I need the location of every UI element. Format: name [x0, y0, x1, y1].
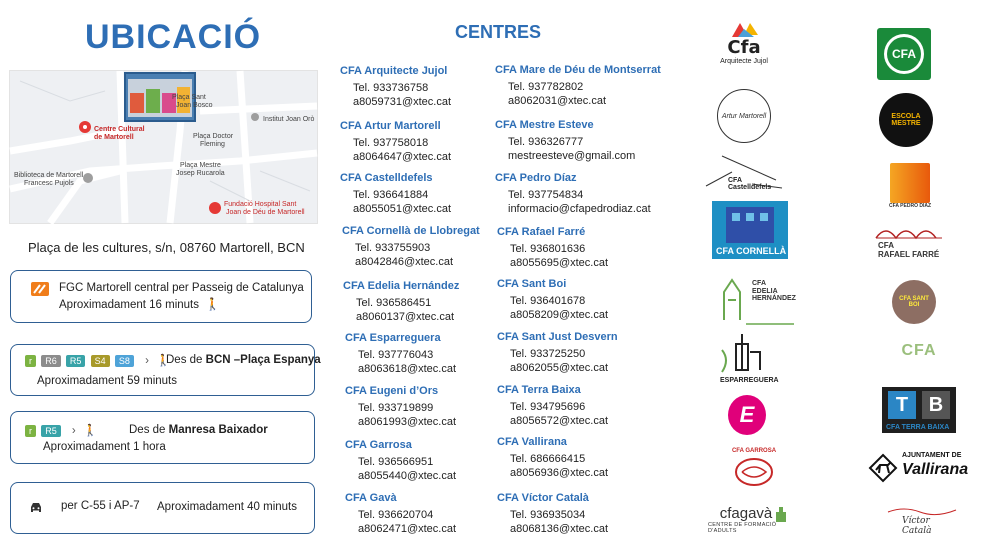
transport-manresa-origin: Des de Manresa Baixador [129, 424, 268, 436]
logo-artur-martorell: Artur Martorell [717, 89, 771, 143]
centre-garrosa: CFA Garrosa Tel. 936566951 a8055440@xtec.cat [345, 439, 457, 482]
svg-text:Fleming: Fleming [200, 141, 225, 148]
rodalies-lines [25, 353, 170, 367]
centre-esparreguera: CFA Esparreguera Tel. 937776043 a8063618@xtec.cat [345, 332, 457, 375]
line-s8: S8 [115, 355, 134, 367]
logo-castelldefels: CFA Castelldefels [702, 150, 786, 190]
logo-victor-catala: Víctor Català [884, 504, 960, 534]
logo-rafael-farre: CFA RAFAEL FARRÉ [874, 220, 944, 264]
svg-text:Joan Bosco: Joan Bosco [176, 102, 213, 109]
line-s4: S4 [91, 355, 110, 367]
centre-vallirana: CFA Vallirana Tel. 686666415 a8056936@xtec.cat [497, 436, 609, 479]
svg-text:de Martorell: de Martorell [94, 134, 134, 141]
logo-eugeni-dors: E [728, 395, 766, 435]
transport-manresa [10, 411, 315, 464]
svg-text:Josep Rucarola: Josep Rucarola [176, 170, 225, 177]
logo-cornella: CFA CORNELLÀ [712, 201, 788, 259]
line-r5: R5 [66, 355, 86, 367]
centre-arquitecte-jujol: CFA Arquitecte Jujol Tel. 933736758 a8059731@xtec.cat [340, 65, 452, 108]
svg-text:Joan de Déu de Martorell: Joan de Déu de Martorell [226, 209, 305, 216]
centre-mestre-esteve: CFA Mestre Esteve Tel. 936326777 mestreesteve@gmail.com [495, 119, 636, 162]
centre-mare-de-deu: CFA Mare de Déu de Montserrat Tel. 937782802 a8062031@xtec.cat [495, 64, 661, 107]
transport-manresa-time: Aproximadament 1 hora [43, 441, 166, 453]
logo-escola-mestre: ESCOLA MESTRE [879, 93, 933, 147]
transport-car-route: per C-55 i AP-7 [61, 500, 140, 512]
centre-cornella: CFA Cornellà de Llobregat Tel. 933755903 a8042846@xtec.cat [342, 225, 480, 268]
transport-fgc-time: Aproximadament 16 minuts [59, 299, 199, 311]
svg-text:Fundació Hospital Sant: Fundació Hospital Sant [224, 201, 297, 208]
logo-edelia-hernandez: CFA EDELIA HERNÁNDEZ [718, 270, 798, 328]
line-r6: R6 [41, 355, 61, 367]
map-label-centre: Centre Cultural [94, 126, 145, 133]
centre-gava: CFA Gavà Tel. 936620704 a8062471@xtec.cat [345, 492, 457, 535]
centre-terra-baixa: CFA Terra Baixa Tel. 934795696 a8056572@xtec.cat [497, 384, 609, 427]
centre-pedro-diaz: CFA Pedro Díaz Tel. 937754834 informacio@cfapedrodiaz.cat [495, 172, 651, 215]
centre-eugeni-dors: CFA Eugeni d’Ors Tel. 933719899 a8061993@xtec.cat [345, 385, 457, 428]
svg-text:Francesc Pujols: Francesc Pujols [24, 180, 74, 187]
rodalies-icon: r [25, 425, 36, 437]
manresa-lines [25, 423, 97, 437]
walk-icon: 🚶 [156, 355, 171, 367]
transport-fgc-route: FGC Martorell central per Passeig de Catalunya [59, 282, 304, 294]
centre-sant-boi: CFA Sant Boi Tel. 936401678 a8058209@xtec.cat [497, 278, 609, 321]
line-r5: R5 [41, 425, 61, 437]
transport-bcn-origin: Des de BCN –Plaça Espanya [166, 354, 321, 366]
fgc-icon [31, 282, 49, 296]
centre-victor-catala: CFA Víctor Català Tel. 936935034 a8068136@xtec.cat [497, 492, 609, 535]
centre-artur-martorell: CFA Artur Martorell Tel. 937758018 a8064647@xtec.cat [340, 120, 452, 163]
car-icon [29, 500, 43, 519]
centre-rafael-farre: CFA Rafael Farré Tel. 936801636 a8055695@xtec.cat [497, 226, 609, 269]
logo-esparreguera: ESPARREGUERA [720, 330, 772, 386]
svg-text:Biblioteca de Martorell: Biblioteca de Martorell [14, 172, 84, 179]
logo-gava: cfagavà CENTRE DE FORMACIÓ D'ADULTS [708, 500, 800, 538]
centre-edelia-hernandez: CFA Edelia Hernández Tel. 936586451 a8060137@xtec.cat [343, 280, 460, 323]
logo-pedro-diaz: CFA PEDRO DIAZ [888, 160, 932, 212]
logo-cfa-green: CFA [877, 28, 931, 80]
map-label-institut: Institut Joan Orò [263, 116, 315, 123]
logo-sant-boi: CFA SANT BOI [892, 280, 936, 324]
svg-text:Plaça Mestre: Plaça Mestre [180, 162, 221, 169]
centre-sant-just: CFA Sant Just Desvern Tel. 933725250 a8062055@xtec.cat [497, 331, 618, 374]
logo-sant-just: CFA [901, 342, 937, 359]
logo-vallirana: AJUNTAMENT DE Vallirana [866, 448, 972, 488]
transport-car-time: Aproximadament 40 minuts [157, 501, 297, 513]
walk-icon: 🚶 [205, 297, 220, 311]
chevron-right-icon: › [71, 425, 76, 437]
logo-terra-baixa: T B CFA TERRA BAIXA [882, 387, 956, 433]
transport-bcn-time: Aproximadament 59 minuts [37, 375, 177, 387]
centre-castelldefels: CFA Castelldefels Tel. 936641884 a8055051@xtec.cat [340, 172, 452, 215]
map-label-joan-bosco: Plaça Sant [172, 94, 206, 101]
address: Plaça de les cultures, s/n, 08760 Martorell, BCN [28, 240, 305, 255]
page-title: UBICACIÓ [85, 18, 262, 56]
transport-car [10, 482, 315, 534]
transport-bcn [10, 344, 321, 396]
svg-text:Plaça Doctor: Plaça Doctor [193, 133, 234, 140]
walk-icon: 🚶 [82, 425, 98, 437]
location-map[interactable] [9, 70, 318, 224]
map-graphic [10, 71, 317, 223]
transport-fgc [10, 270, 312, 323]
centres-heading: CENTRES [455, 22, 542, 42]
chevron-right-icon: › [145, 355, 149, 367]
logo-arquitecte-jujol: Cfa Arquitecte Jujol [712, 14, 776, 72]
logo-garrosa: CFA GARROSA [728, 445, 780, 491]
rodalies-icon: r [25, 355, 36, 367]
